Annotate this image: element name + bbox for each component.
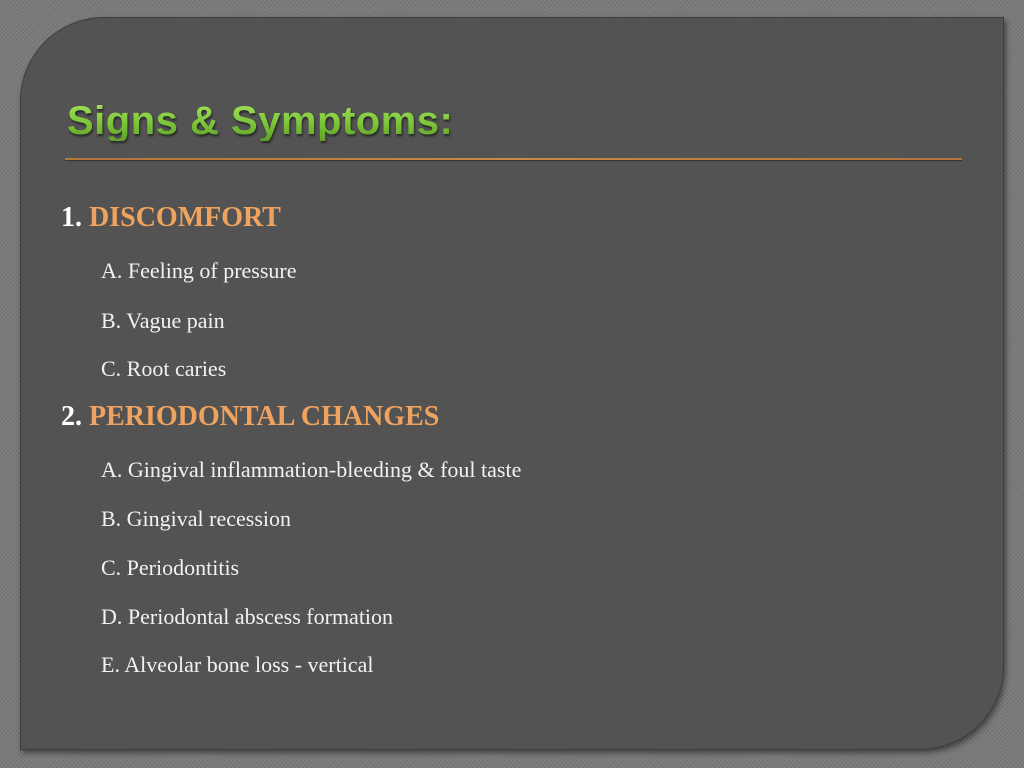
list-item: D. Periodontal abscess formation [101, 604, 394, 629]
list-item: C. Periodontitis [101, 555, 240, 580]
list-item: B. Gingival recession [101, 506, 292, 531]
list-item: E. Alveolar bone loss - vertical [101, 652, 374, 677]
section-periodontal-changes [61, 403, 439, 431]
section-number: 1. [61, 202, 82, 233]
list-item: B. Vague pain [101, 308, 225, 333]
slide-title: Signs & Symptoms: [67, 99, 454, 143]
section-heading: DISCOMFORT [89, 202, 281, 233]
section-heading: PERIODONTAL CHANGES [89, 401, 440, 432]
section-discomfort [61, 204, 281, 232]
list-item: A. Gingival inflammation-bleeding & foul taste [101, 457, 522, 482]
list-item: A. Feeling of pressure [101, 258, 297, 283]
section-number: 2. [61, 401, 82, 432]
slide-panel [20, 17, 1004, 750]
title-underline [65, 158, 962, 160]
list-item: C. Root caries [101, 356, 227, 381]
